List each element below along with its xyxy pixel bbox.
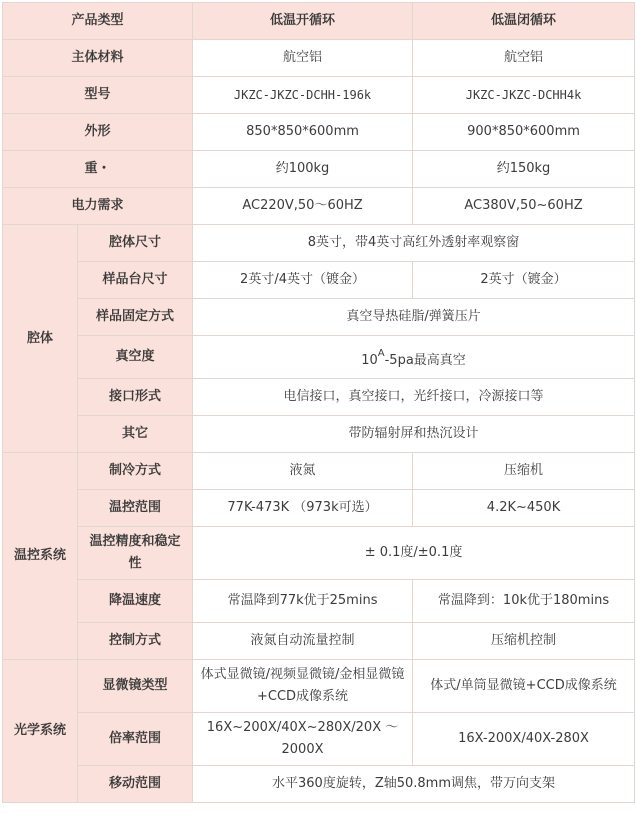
- row-cavity-size: [3, 225, 635, 262]
- label-cooling: 制冷方式: [78, 453, 193, 490]
- row-fixing: [3, 299, 635, 336]
- vacuum-base: 10: [361, 352, 378, 368]
- row-cooling: [3, 453, 635, 490]
- label-model: 型号: [3, 77, 193, 114]
- vacuum-exponent: A: [377, 347, 385, 359]
- value-control-open: 液氮自动流量控制: [193, 623, 413, 660]
- label-material: 主体材料: [3, 40, 193, 77]
- label-interface: 接口形式: [78, 379, 193, 416]
- header-closed-cycle: 低温闭循环: [413, 3, 635, 40]
- header-open-cycle: 低温开循环: [193, 3, 413, 40]
- spec-table: [2, 2, 635, 803]
- row-precision: [3, 527, 635, 580]
- value-magnification-closed: 16X-200X/40X-280X: [413, 713, 635, 766]
- value-cooling-closed: 压缩机: [413, 453, 635, 490]
- value-microscope-open: 体式显微镜/视频显微镜/金相显微镜+CCD成像系统: [193, 660, 413, 713]
- value-weight-open: 约100kg: [193, 151, 413, 188]
- label-magnification: 倍率范围: [78, 713, 193, 766]
- value-temp-range-open: 77K-473K （973k可选）: [193, 490, 413, 527]
- value-control-closed: 压缩机控制: [413, 623, 635, 660]
- value-microscope-closed: 体式/单筒显微镜+CCD成像系统: [413, 660, 635, 713]
- row-model: [3, 77, 635, 114]
- group-optics: 光学系统: [3, 660, 78, 803]
- label-cooling-speed: 降温速度: [78, 580, 193, 623]
- row-control-mode: [3, 623, 635, 660]
- label-stage-size: 样品台尺寸: [78, 262, 193, 299]
- row-dimensions: [3, 114, 635, 151]
- row-other: [3, 416, 635, 453]
- value-magnification-open: 16X~200X/40X~280X/20X ～2000X: [193, 713, 413, 766]
- row-magnification: [3, 713, 635, 766]
- value-cavity-size: 8英寸，带4英寸高红外透射率观察窗: [193, 225, 635, 262]
- value-speed-closed: 常温降到：10k优于180mins: [413, 580, 635, 623]
- row-stage-size: [3, 262, 635, 299]
- label-vacuum: 真空度: [78, 336, 193, 379]
- value-precision: ± 0.1度/±0.1度: [193, 527, 635, 580]
- row-material: [3, 40, 635, 77]
- value-dimensions-open: 850*850*600mm: [193, 114, 413, 151]
- label-power: 电力需求: [3, 188, 193, 225]
- label-other: 其它: [78, 416, 193, 453]
- row-cooling-speed: [3, 580, 635, 623]
- value-fixing: 真空导热硅脂/弹簧压片: [193, 299, 635, 336]
- row-interface: [3, 379, 635, 416]
- value-material-closed: 航空铝: [413, 40, 635, 77]
- vacuum-rest: -5pa最高真空: [384, 352, 466, 368]
- value-model-closed: JKZC-JKZC-DCHH4k: [413, 77, 635, 114]
- row-power: [3, 188, 635, 225]
- group-cavity: 腔体: [3, 225, 78, 453]
- row-microscope: [3, 660, 635, 713]
- label-fixing: 样品固定方式: [78, 299, 193, 336]
- value-speed-open: 常温降到77k优于25mins: [193, 580, 413, 623]
- value-vacuum: [193, 336, 635, 379]
- value-cooling-open: 液氮: [193, 453, 413, 490]
- group-temperature-control: 温控系统: [3, 453, 78, 660]
- label-dimensions: 外形: [3, 114, 193, 151]
- row-weight: [3, 151, 635, 188]
- label-movement: 移动范围: [78, 766, 193, 803]
- value-stage-open: 2英寸/4英寸（镀金）: [193, 262, 413, 299]
- value-power-open: AC220V,50～60HZ: [193, 188, 413, 225]
- value-other: 带防辐射屏和热沉设计: [193, 416, 635, 453]
- label-weight: 重・: [3, 151, 193, 188]
- header-row: [3, 3, 635, 40]
- label-precision: 温控精度和稳定性: [78, 527, 193, 580]
- value-stage-closed: 2英寸（镀金）: [413, 262, 635, 299]
- value-weight-closed: 约150kg: [413, 151, 635, 188]
- label-cavity-size: 腔体尺寸: [78, 225, 193, 262]
- row-movement: [3, 766, 635, 803]
- label-temp-range: 温控范围: [78, 490, 193, 527]
- value-movement: 水平360度旋转，Z轴50.8mm调焦，带万向支架: [193, 766, 635, 803]
- value-temp-range-closed: 4.2K~450K: [413, 490, 635, 527]
- label-microscope: 显微镜类型: [78, 660, 193, 713]
- value-model-open: JKZC-JKZC-DCHH-196k: [193, 77, 413, 114]
- header-product-type: 产品类型: [3, 3, 193, 40]
- label-control-mode: 控制方式: [78, 623, 193, 660]
- value-material-open: 航空铝: [193, 40, 413, 77]
- row-vacuum: [3, 336, 635, 379]
- value-dimensions-closed: 900*850*600mm: [413, 114, 635, 151]
- value-interface: 电信接口，真空接口，光纤接口，冷源接口等: [193, 379, 635, 416]
- value-power-closed: AC380V,50~60HZ: [413, 188, 635, 225]
- row-temp-range: [3, 490, 635, 527]
